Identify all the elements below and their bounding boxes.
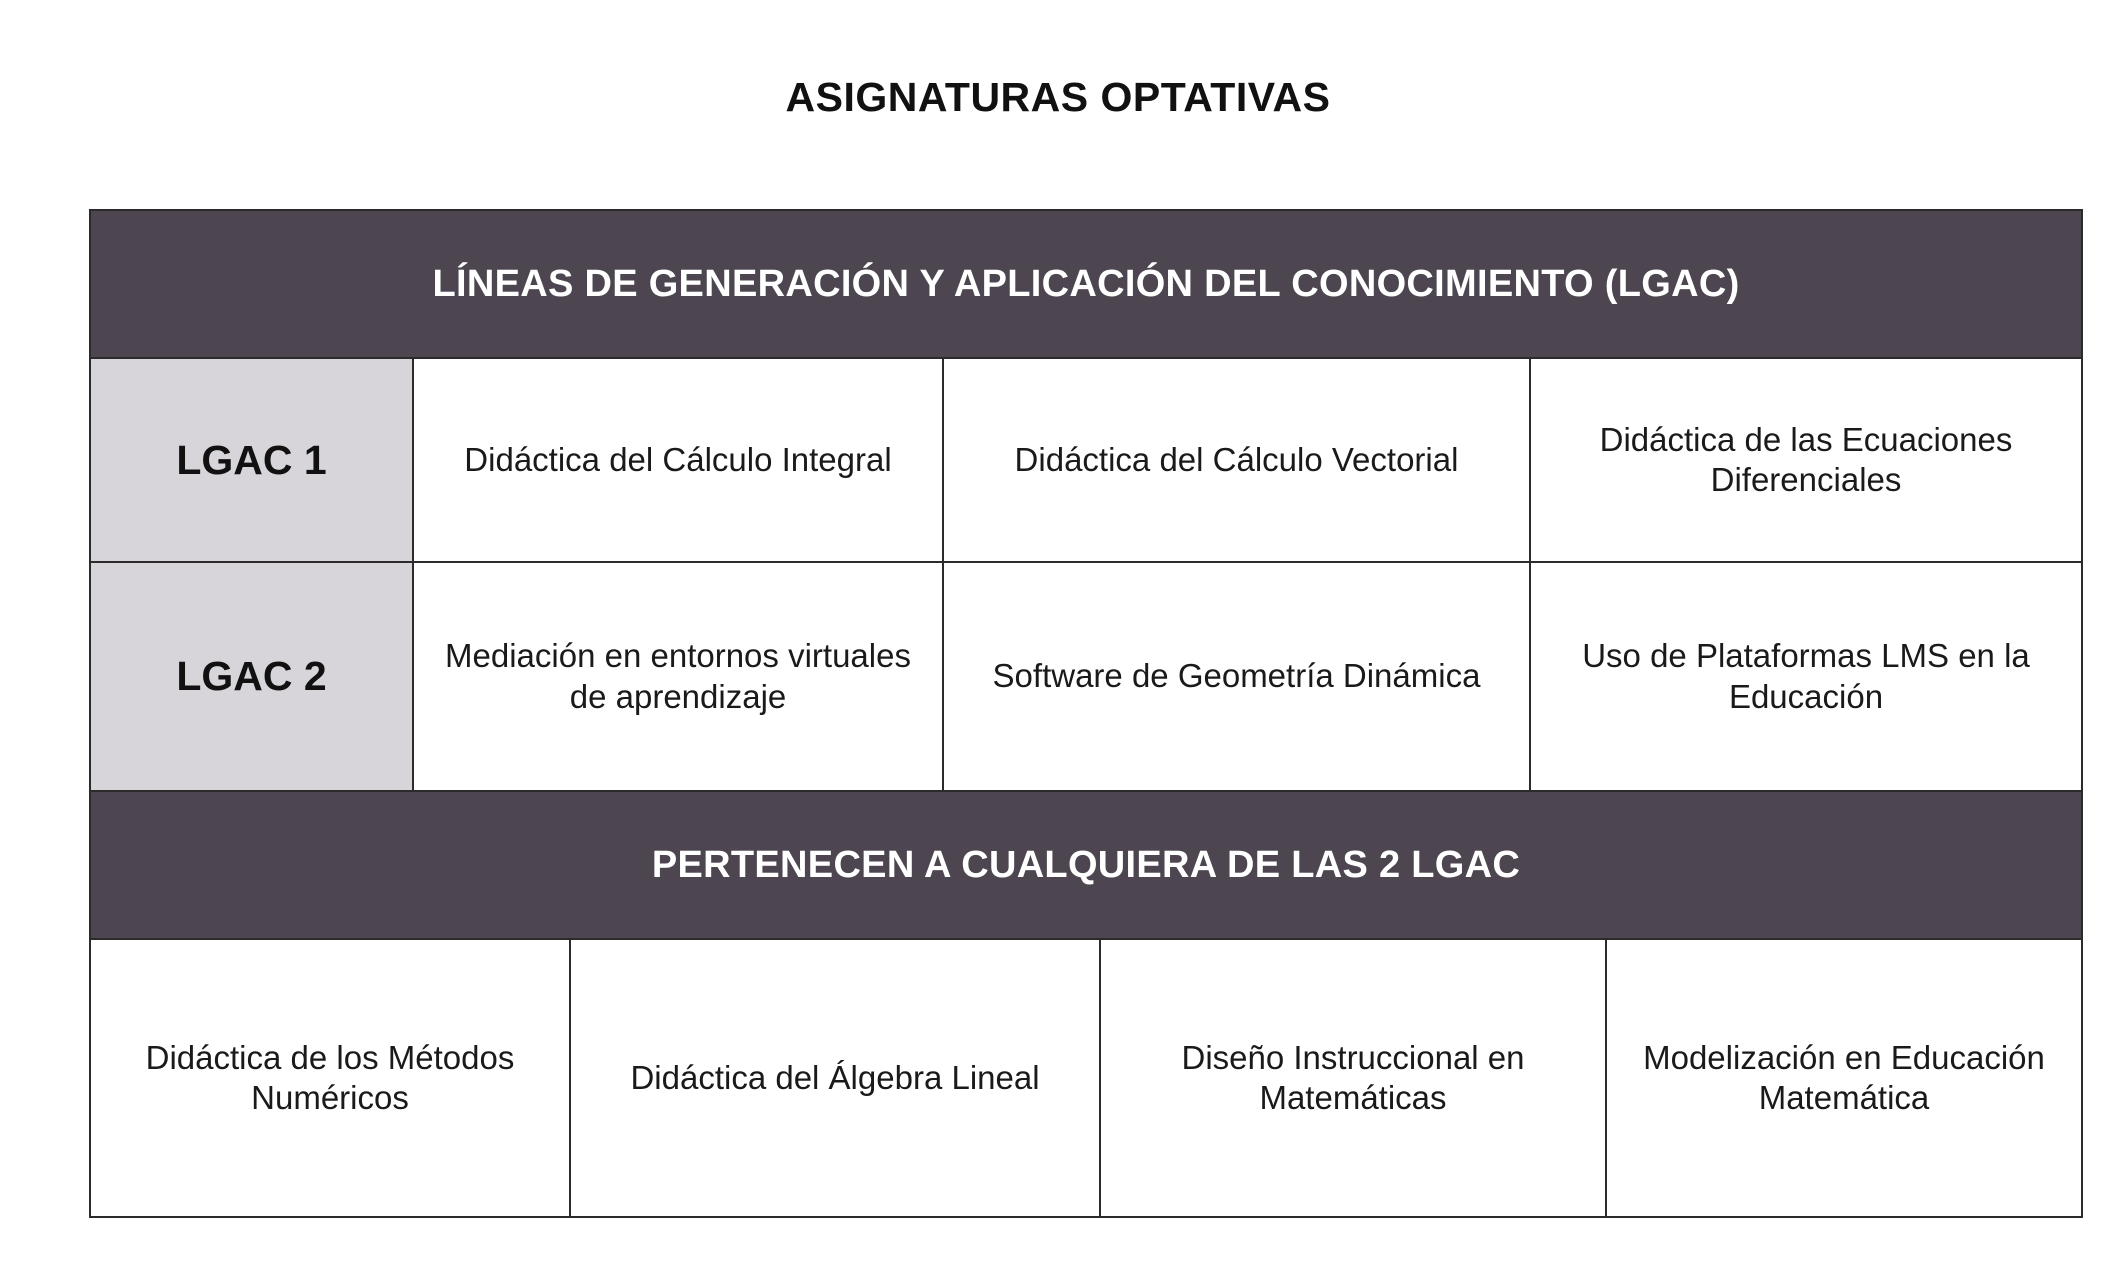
course-cell: Mediación en entornos virtuales de aprendizaje <box>412 561 944 792</box>
optional-courses-table <box>89 209 2083 1218</box>
course-cell: Uso de Plataformas LMS en la Educación <box>1529 561 2083 792</box>
shared-course-cell: Diseño Instruccional en Matemáticas <box>1099 938 1607 1218</box>
row-header-lgac-2: LGAC 2 <box>89 561 414 792</box>
row-header-lgac-1: LGAC 1 <box>89 357 414 563</box>
course-cell: Didáctica de las Ecuaciones Diferenciales <box>1529 357 2083 563</box>
page-title: ASIGNATURAS OPTATIVAS <box>785 74 1331 120</box>
shared-course-cell: Modelización en Educación Matemática <box>1605 938 2083 1218</box>
course-cell: Didáctica del Cálculo Vectorial <box>942 357 1531 563</box>
course-cell: Software de Geometría Dinámica <box>942 561 1531 792</box>
shared-course-cell: Didáctica del Álgebra Lineal <box>569 938 1101 1218</box>
shared-lgac-header-band: PERTENECEN A CUALQUIERA DE LAS 2 LGAC <box>89 790 2083 940</box>
shared-course-cell: Didáctica de los Métodos Numéricos <box>89 938 571 1218</box>
lgac-header-band: LÍNEAS DE GENERACIÓN Y APLICACIÓN DEL CONOCIMIENTO (LGAC) <box>89 209 2083 359</box>
course-cell: Didáctica del Cálculo Integral <box>412 357 944 563</box>
